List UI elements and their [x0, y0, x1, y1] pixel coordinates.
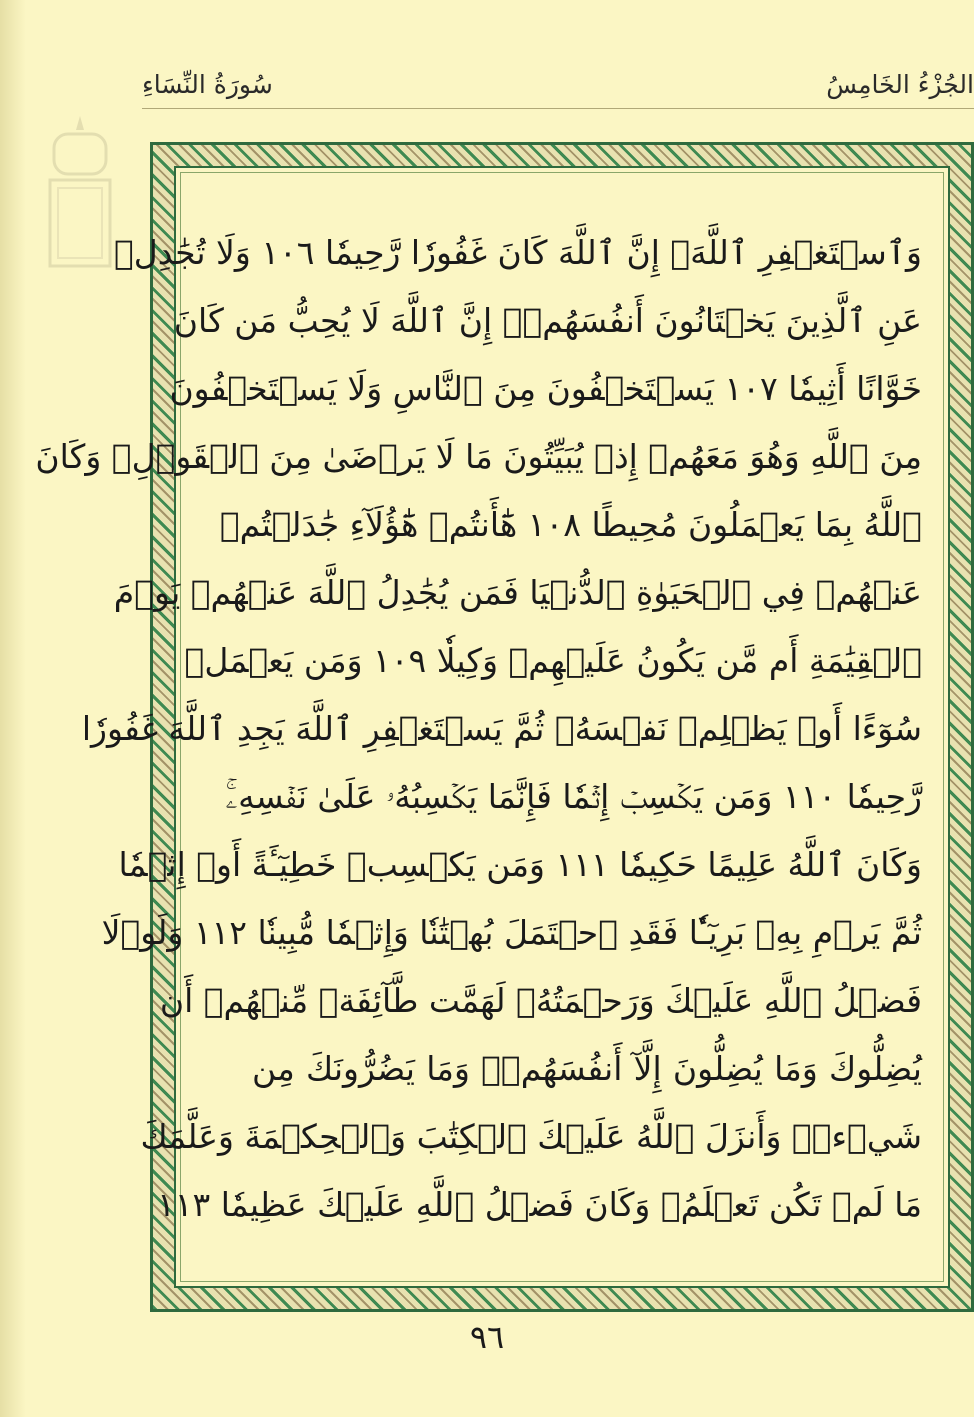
page-header: [130, 70, 974, 118]
surah-name: سُورَةُ النِّسَاءِ: [142, 70, 273, 99]
text-line: ٱللَّهُ بِمَا يَعۡمَلُونَ مُحِيطًا ١٠٨ هَٰٓأَنتُمۡ هَٰٓؤُلَآءِ جَٰدَلۡتُمۡ: [219, 505, 922, 544]
page-frame-border: [35, 142, 974, 1312]
text-line: فَضۡلُ ٱللَّهِ عَلَيۡكَ وَرَحۡمَتُهُۥ لَهَمَّت طَّآئِفَةٞ مِّنۡهُمۡ أَن: [159, 981, 922, 1020]
text-line: خَوَّانًا أَثِيمٗا ١٠٧ يَسۡتَخۡفُونَ مِنَ ٱلنَّاسِ وَلَا يَسۡتَخۡفُونَ: [169, 369, 922, 408]
text-line: سُوٓءًا أَوۡ يَظۡلِمۡ نَفۡسَهُۥ ثُمَّ يَسۡتَغۡفِرِ ٱللَّهَ يَجِدِ ٱللَّهَ غَفُورٗا: [81, 709, 922, 748]
text-line: وَكَانَ ٱللَّهُ عَلِيمًا حَكِيمٗا ١١١ وَمَن يَكۡسِبۡ خَطِيٓـَٔةً أَوۡ إِثۡمٗا: [118, 845, 922, 884]
text-line: يُضِلُّوكَ وَمَا يُضِلُّونَ إِلَّآ أَنفُسَهُمۡۖ وَمَا يَضُرُّونَكَ مِن: [252, 1049, 922, 1088]
text-line: وَٱسۡتَغۡفِرِ ٱللَّهَۖ إِنَّ ٱللَّهَ كَانَ غَفُورٗا رَّحِيمٗا ١٠٦ وَلَا تُجَٰدِلۡ: [113, 233, 922, 272]
quran-text: [35, 219, 922, 1239]
text-line: عَنۡهُمۡ فِي ٱلۡحَيَوٰةِ ٱلدُّنۡيَا فَمَن يُجَٰدِلُ ٱللَّهَ عَنۡهُمۡ يَوۡمَ: [113, 573, 922, 612]
page-edge-shadow: [0, 0, 26, 1417]
header-divider: [142, 108, 974, 109]
text-line: عَنِ ٱلَّذِينَ يَخۡتَانُونَ أَنفُسَهُمۡۚ إِنَّ ٱللَّهَ لَا يُحِبُّ مَن كَانَ: [173, 301, 922, 340]
text-line: رَّحِيمٗا ١١٠ وَمَن يَكۡسِبۡ إِثۡمٗا فَإِنَّمَا يَكۡسِبُهُۥ عَلَىٰ نَفۡسِهِۦۚ: [225, 777, 922, 816]
text-line: ٱلۡقِيَٰمَةِ أَم مَّن يَكُونُ عَلَيۡهِمۡ وَكِيلٗا ١٠٩ وَمَن يَعۡمَلۡ: [184, 641, 922, 680]
hizb-margin-ornament-icon: [44, 112, 116, 272]
text-line: مِنَ ٱللَّهِ وَهُوَ مَعَهُمۡ إِذۡ يُبَيِّتُونَ مَا لَا يَرۡضَىٰ مِنَ ٱلۡقَوۡلِۚ وَكَانَ: [35, 437, 922, 476]
text-line: شَيۡءٖۚ وَأَنزَلَ ٱللَّهُ عَلَيۡكَ ٱلۡكِتَٰبَ وَٱلۡحِكۡمَةَ وَعَلَّمَكَ: [140, 1117, 922, 1156]
text-panel: [35, 166, 950, 1288]
text-line: مَا لَمۡ تَكُن تَعۡلَمُۚ وَكَانَ فَضۡلُ ٱللَّهِ عَلَيۡكَ عَظِيمٗا ١١٣: [157, 1185, 922, 1224]
juz-name: الجُزْءُ الخَامِسُ: [826, 70, 974, 99]
text-line: ثُمَّ يَرۡمِ بِهِۦ بَرِيٓـٔٗا فَقَدِ ٱحۡتَمَلَ بُهۡتَٰنٗا وَإِثۡمٗا مُّبِينٗا ١١٢ وَلَوۡلَا: [101, 913, 922, 952]
page-number: ٩٦: [469, 1318, 505, 1356]
